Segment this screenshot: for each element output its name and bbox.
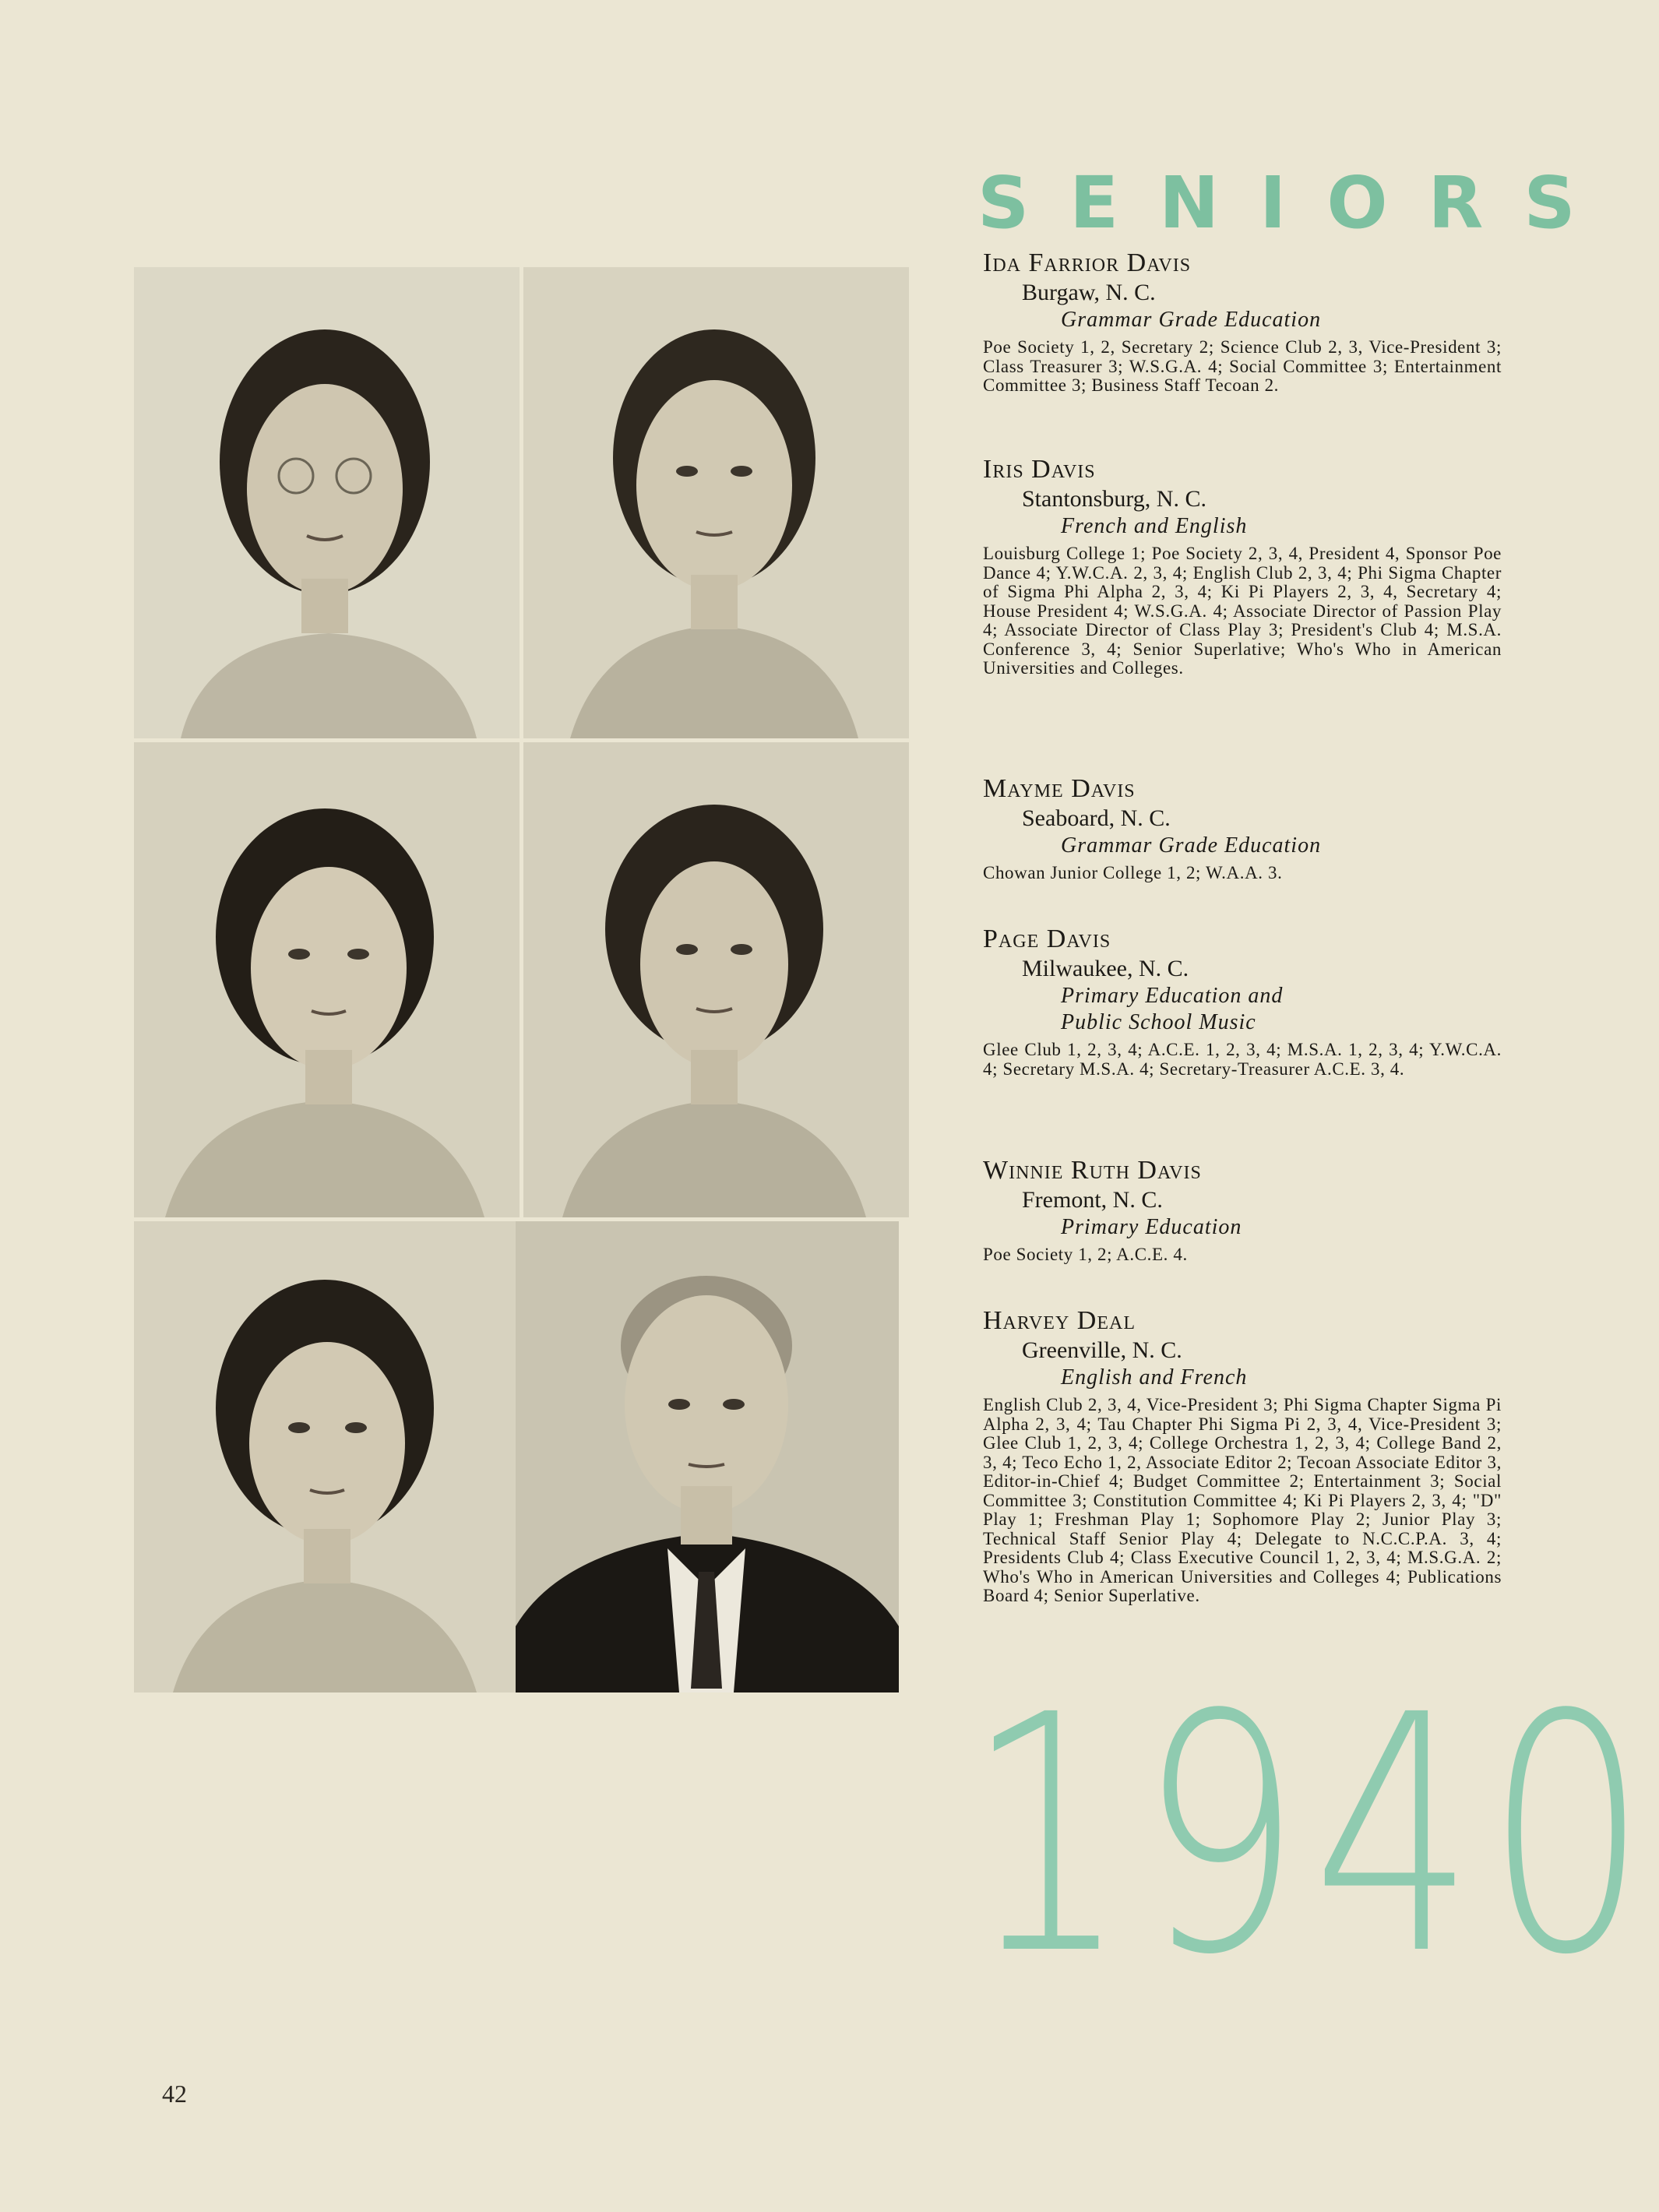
student-hometown: Greenville, N. C. (1022, 1337, 1182, 1363)
portrait-grid (134, 267, 913, 1692)
student-activities: English Club 2, 3, 4, Vice-President 3; Phi Sigma Chapter Sigma Pi Alpha 2, 3, 4; Tau Chapter Phi Sigma Pi 2, 3, 4, Vice-President 3; Glee Club 1, 2, 3, 4; College Orchestra 1, 2, 3, 4; College Band 2, 3, 4; Teco Echo 1, 2, Associate Editor 2; Tecoan Associate Editor 3, Editor-in-Chief 4; Budget Committee 2; Entertainment 3; Social Committee 3; Constitution Committee 4; Ki Pi Players 2, 3, 4; "D" Play 1; Freshman Play 1; Sophomore Play 2; Junior Play 3; Technical Staff Senior Play 4; Delegate to N.C.C.P.A. 3, 4; Presidents Club 4; Class Executive Council 1, 2, 3, 4; M.S.G.A. 2; Who's Who in American Universities and Colleges 4; Publications Board 4; Senior Superlative. (983, 1395, 1502, 1605)
student-name: Mayme Davis (983, 774, 1136, 803)
student-major: Grammar Grade Education (1061, 308, 1322, 332)
student-name: Iris Davis (983, 455, 1096, 484)
student-activities: Chowan Junior College 1, 2; W.A.A. 3. (983, 863, 1283, 882)
student-hometown: Stantonsburg, N. C. (1022, 486, 1206, 512)
portrait-winnie-ruth-davis (134, 1221, 520, 1692)
entry-iris-davis (983, 454, 1502, 678)
page-number: 42 (162, 2080, 187, 2108)
student-major: Primary Education (1061, 1215, 1242, 1239)
student-major: French and English (1061, 514, 1248, 538)
portrait-harvey-deal (516, 1221, 899, 1692)
entry-mayme-davis (983, 773, 1502, 883)
student-name: Harvey Deal (983, 1306, 1136, 1335)
student-major: Primary Education and Public School Music (1061, 984, 1284, 1034)
entry-ida-farrior-davis (983, 248, 1502, 396)
student-hometown: Fremont, N. C. (1022, 1187, 1163, 1213)
student-activities: Poe Society 1, 2, Secretary 2; Science Club 2, 3, Vice-President 3; Class Treasurer 3; W.S.G.A. 4; Social Committee 3; Entertainment Committee 3; Business Staff Tecoan 2. (983, 337, 1502, 395)
student-hometown: Milwaukee, N. C. (1022, 956, 1189, 981)
entry-winnie-ruth-davis (983, 1155, 1502, 1265)
student-activities: Poe Society 1, 2; A.C.E. 4. (983, 1245, 1188, 1264)
student-name: Ida Farrior Davis (983, 248, 1192, 277)
student-activities: Glee Club 1, 2, 3, 4; A.C.E. 1, 2, 3, 4; M.S.A. 1, 2, 3, 4; Y.W.C.A. 4; Secretary M.S.A. 4; Secretary-Treasurer A.C.E. 3, 4. (983, 1040, 1502, 1079)
student-activities: Louisburg College 1; Poe Society 2, 3, 4, President 4, Sponsor Poe Dance 4; Y.W.C.A. 2, 3, 4; English Club 2, 3, 4; Phi Sigma Chapter of Sigma Phi Alpha 2, 3, 4; Ki Pi Players 2, 3, 4, Secretary 4; House President 4; W.S.G.A. 4; Associate Director of Passion Play 4; Associate Director of Class Play 3; President's Club 4; M.S.A. Conference 3, 4; Senior Superlative; Who's Who in American Universities and Colleges. (983, 544, 1502, 678)
entry-harvey-deal (983, 1305, 1502, 1606)
portrait-page-davis (523, 742, 909, 1217)
portrait-iris-davis (523, 267, 909, 738)
student-name: Winnie Ruth Davis (983, 1156, 1202, 1185)
student-name: Page Davis (983, 925, 1111, 953)
student-major: Grammar Grade Education (1061, 833, 1322, 858)
portrait-ida-farrior-davis (134, 267, 520, 738)
section-title: SENIORS (977, 161, 1616, 245)
portrait-mayme-davis (134, 742, 520, 1217)
student-hometown: Burgaw, N. C. (1022, 280, 1156, 305)
entry-page-davis (983, 924, 1502, 1079)
year-numeral: 1940 (966, 1646, 1659, 2027)
student-major: English and French (1061, 1365, 1248, 1390)
student-hometown: Seaboard, N. C. (1022, 805, 1171, 831)
